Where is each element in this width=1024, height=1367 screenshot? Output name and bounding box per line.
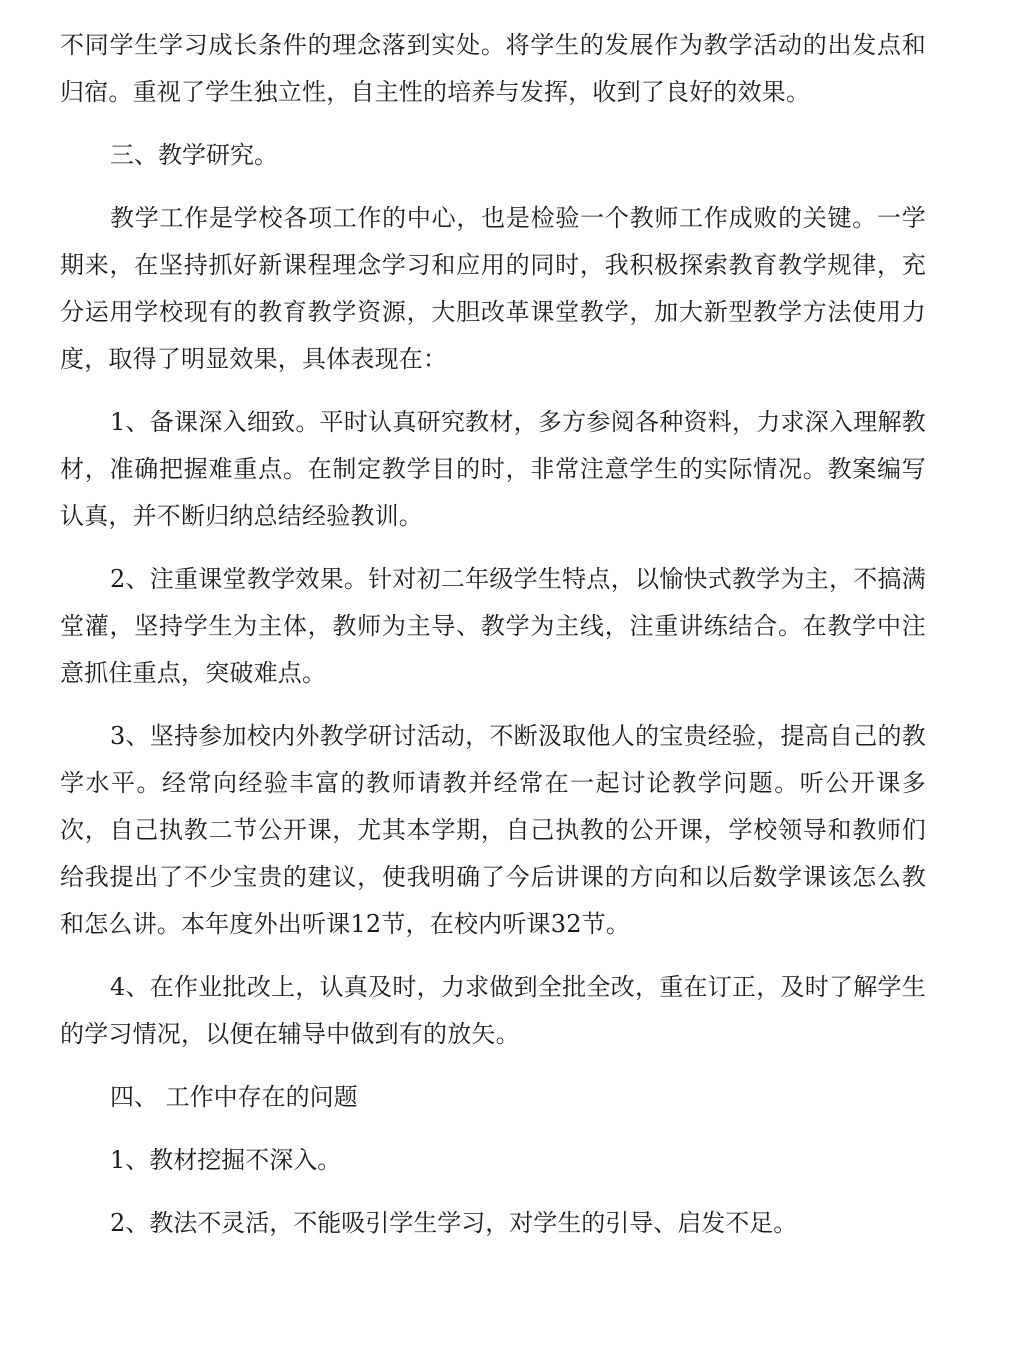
list-item-research-activities: 3、坚持参加校内外教学研讨活动，不断汲取他人的宝贵经验，提高自己的教学水平。经常向经验丰富的教师请教并经常在一起讨论教学问题。听公开课多次，自己执教二节公开课，尤其本学期，自己执教的公开课，学校领导和教师们给我提出了不少宝贵的建议，使我明确了今后讲课的方向和以后数学课该怎么教和怎么讲。本年度外出听课12节，在校内听课32节。	[60, 722, 926, 938]
list-item-lesson-prep: 1、备课深入细致。平时认真研究教材，多方参阅各种资料，力求深入理解教材，准确把握难重点。在制定教学目的时，非常注意学生的实际情况。教案编写认真，并不断归纳总结经验教训。	[60, 408, 926, 530]
paragraph-intro-continuation: 不同学生学习成长条件的理念落到实处。将学生的发展作为教学活动的出发点和归宿。重视了学生独立性，自主性的培养与发挥，收到了良好的效果。	[60, 31, 926, 106]
problem-item-1: 1、教材挖掘不深入。	[110, 1146, 342, 1174]
list-item-classroom-effect: 2、注重课堂教学效果。针对初二年级学生特点，以愉快式教学为主，不搞满堂灌，坚持学生为主体，教师为主导、教学为主线，注重讲练结合。在教学中注意抓住重点，突破难点。	[60, 565, 926, 687]
document-body	[60, 22, 926, 1263]
problem-item-2: 2、教法不灵活，不能吸引学生学习，对学生的引导、启发不足。	[110, 1209, 798, 1237]
paragraph-teaching-overview: 教学工作是学校各项工作的中心，也是检验一个教师工作成败的关键。一学期来，在坚持抓好新课程理念学习和应用的同时，我积极探索教育教学规律，充分运用学校现有的教育教学资源，大胆改革课堂教学，加大新型教学方法使用力度，取得了明显效果，具体表现在：	[60, 204, 926, 373]
section-heading-teaching-research: 三、教学研究。	[110, 141, 278, 169]
list-item-homework-grading: 4、在作业批改上，认真及时，力求做到全批全改，重在订正，及时了解学生的学习情况，以便在辅导中做到有的放矢。	[60, 973, 926, 1048]
section-heading-problems: 四、 工作中存在的问题	[110, 1083, 358, 1111]
